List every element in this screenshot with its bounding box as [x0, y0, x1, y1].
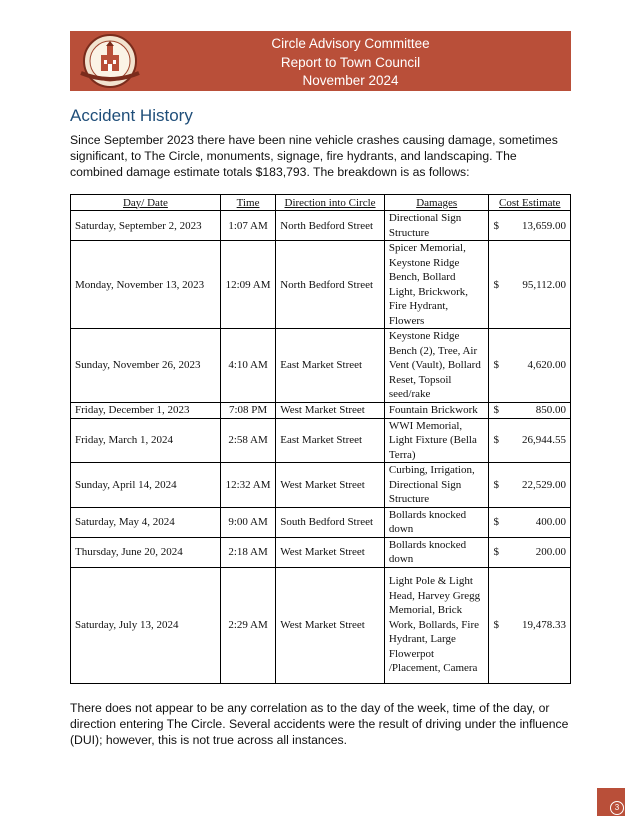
cost-estimate: [489, 241, 571, 329]
cost-estimate: [489, 507, 571, 537]
accident-time: 12:09 AM: [220, 241, 275, 329]
cost-amount: 200.00: [535, 546, 566, 558]
accident-time: 12:32 AM: [220, 463, 275, 508]
cost-amount: 26,944.55: [522, 434, 566, 447]
cost-amount: 13,659.00: [522, 219, 566, 232]
table-header-row: [71, 195, 571, 211]
page-number-tab: [597, 788, 625, 816]
accident-direction: West Market Street: [276, 537, 385, 567]
accident-direction: West Market Street: [276, 402, 385, 418]
accident-time: 2:29 AM: [220, 567, 275, 683]
report-subtitle: Report to Town Council: [280, 54, 421, 70]
currency-symbol: $: [493, 516, 499, 528]
column-header-date: Day/ Date: [71, 195, 221, 211]
accident-time: 4:10 AM: [220, 329, 275, 403]
accident-damages: Directional Sign Structure: [384, 211, 489, 241]
committee-name: Circle Advisory Committee: [271, 36, 430, 51]
cost-amount: 400.00: [535, 516, 566, 528]
report-date: November 2024: [302, 73, 399, 88]
accident-time: 9:00 AM: [220, 507, 275, 537]
table-row: [71, 402, 571, 418]
table-row: [71, 418, 571, 463]
cost-estimate: [489, 211, 571, 241]
accident-date: Saturday, September 2, 2023: [71, 211, 221, 241]
table-row: [71, 507, 571, 537]
accident-time: 7:08 PM: [220, 402, 275, 418]
table-row: [71, 241, 571, 329]
cost-estimate: [489, 567, 571, 683]
accident-direction: North Bedford Street: [276, 211, 385, 241]
section-title: Accident History: [70, 106, 193, 125]
column-header-cost: Cost Estimate: [489, 195, 571, 211]
accident-date: Sunday, November 26, 2023: [71, 329, 221, 403]
cost-amount: 850.00: [535, 404, 566, 416]
cost-amount: 4,620.00: [527, 359, 566, 372]
accident-date: Thursday, June 20, 2024: [71, 537, 221, 567]
currency-symbol: $: [493, 434, 499, 447]
accident-date: Friday, December 1, 2023: [71, 402, 221, 418]
column-header-time: Time: [220, 195, 275, 211]
currency-symbol: $: [493, 478, 499, 491]
currency-symbol: $: [493, 546, 499, 558]
currency-symbol: $: [493, 359, 499, 372]
accident-damages: Curbing, Irrigation, Directional Sign Structure: [384, 463, 489, 508]
cost-amount: 22,529.00: [522, 478, 566, 491]
accident-direction: South Bedford Street: [276, 507, 385, 537]
accident-damages: Keystone Ridge Bench (2), Tree, Air Vent (Vault), Bollard Reset, Topsoil seed/rake: [384, 329, 489, 403]
town-seal-logo: [75, 33, 145, 89]
currency-symbol: $: [493, 278, 499, 291]
cost-estimate: [489, 463, 571, 508]
table-row: [71, 211, 571, 241]
accident-direction: East Market Street: [276, 329, 385, 403]
accident-time: 2:58 AM: [220, 418, 275, 463]
currency-symbol: $: [493, 404, 499, 416]
cost-amount: 95,112.00: [522, 278, 566, 291]
intro-paragraph: Since September 2023 there have been nine vehicle crashes causing damage, sometimes significant, to The Circle, monuments, signage, fire hydrants, and landscaping. The combined damage estimate totals $183,793. The breakdown is as follows:: [70, 133, 558, 179]
accident-damages: Fountain Brickwork: [384, 402, 489, 418]
accident-table: [70, 194, 571, 684]
cost-estimate: [489, 402, 571, 418]
closing-paragraph: There does not appear to be any correlation as to the day of the week, time of the day, or direction entering The Circle. Several accidents were the result of driving under the influence (DUI); however, this is not true across all instances.: [70, 701, 569, 747]
accident-damages: Bollards knocked down: [384, 507, 489, 537]
table-row: [71, 537, 571, 567]
table-row: [71, 463, 571, 508]
currency-symbol: $: [493, 619, 499, 631]
accident-direction: West Market Street: [276, 463, 385, 508]
column-header-direction: Direction into Circle: [276, 195, 385, 211]
report-header-banner: [70, 31, 571, 91]
accident-direction: North Bedford Street: [276, 241, 385, 329]
accident-damages: Spicer Memorial, Keystone Ridge Bench, Bollard Light, Brickwork, Fire Hydrant, Flowers: [384, 241, 489, 329]
accident-direction: West Market Street: [276, 567, 385, 683]
accident-date: Monday, November 13, 2023: [71, 241, 221, 329]
cost-estimate: [489, 329, 571, 403]
page-number: 3: [610, 801, 624, 815]
accident-date: Sunday, April 14, 2024: [71, 463, 221, 508]
accident-damages: WWI Memorial, Light Fixture (Bella Terra): [384, 418, 489, 463]
accident-damages: Light Pole & Light Head, Harvey Gregg Memorial, Brick Work, Bollards, Fire Hydrant, Large Flowerpot /Placement, Camera: [384, 567, 489, 683]
accident-date: Saturday, May 4, 2024: [71, 507, 221, 537]
accident-damages: Bollards knocked down: [384, 537, 489, 567]
cost-amount: 19,478.33: [522, 619, 566, 631]
accident-date: Saturday, July 13, 2024: [71, 567, 221, 683]
accident-time: 1:07 AM: [220, 211, 275, 241]
cost-estimate: [489, 418, 571, 463]
currency-symbol: $: [493, 219, 499, 232]
table-row: [71, 329, 571, 403]
accident-direction: East Market Street: [276, 418, 385, 463]
table-row: [71, 567, 571, 683]
accident-date: Friday, March 1, 2024: [71, 418, 221, 463]
accident-time: 2:18 AM: [220, 537, 275, 567]
column-header-damages: Damages: [384, 195, 489, 211]
cost-estimate: [489, 537, 571, 567]
